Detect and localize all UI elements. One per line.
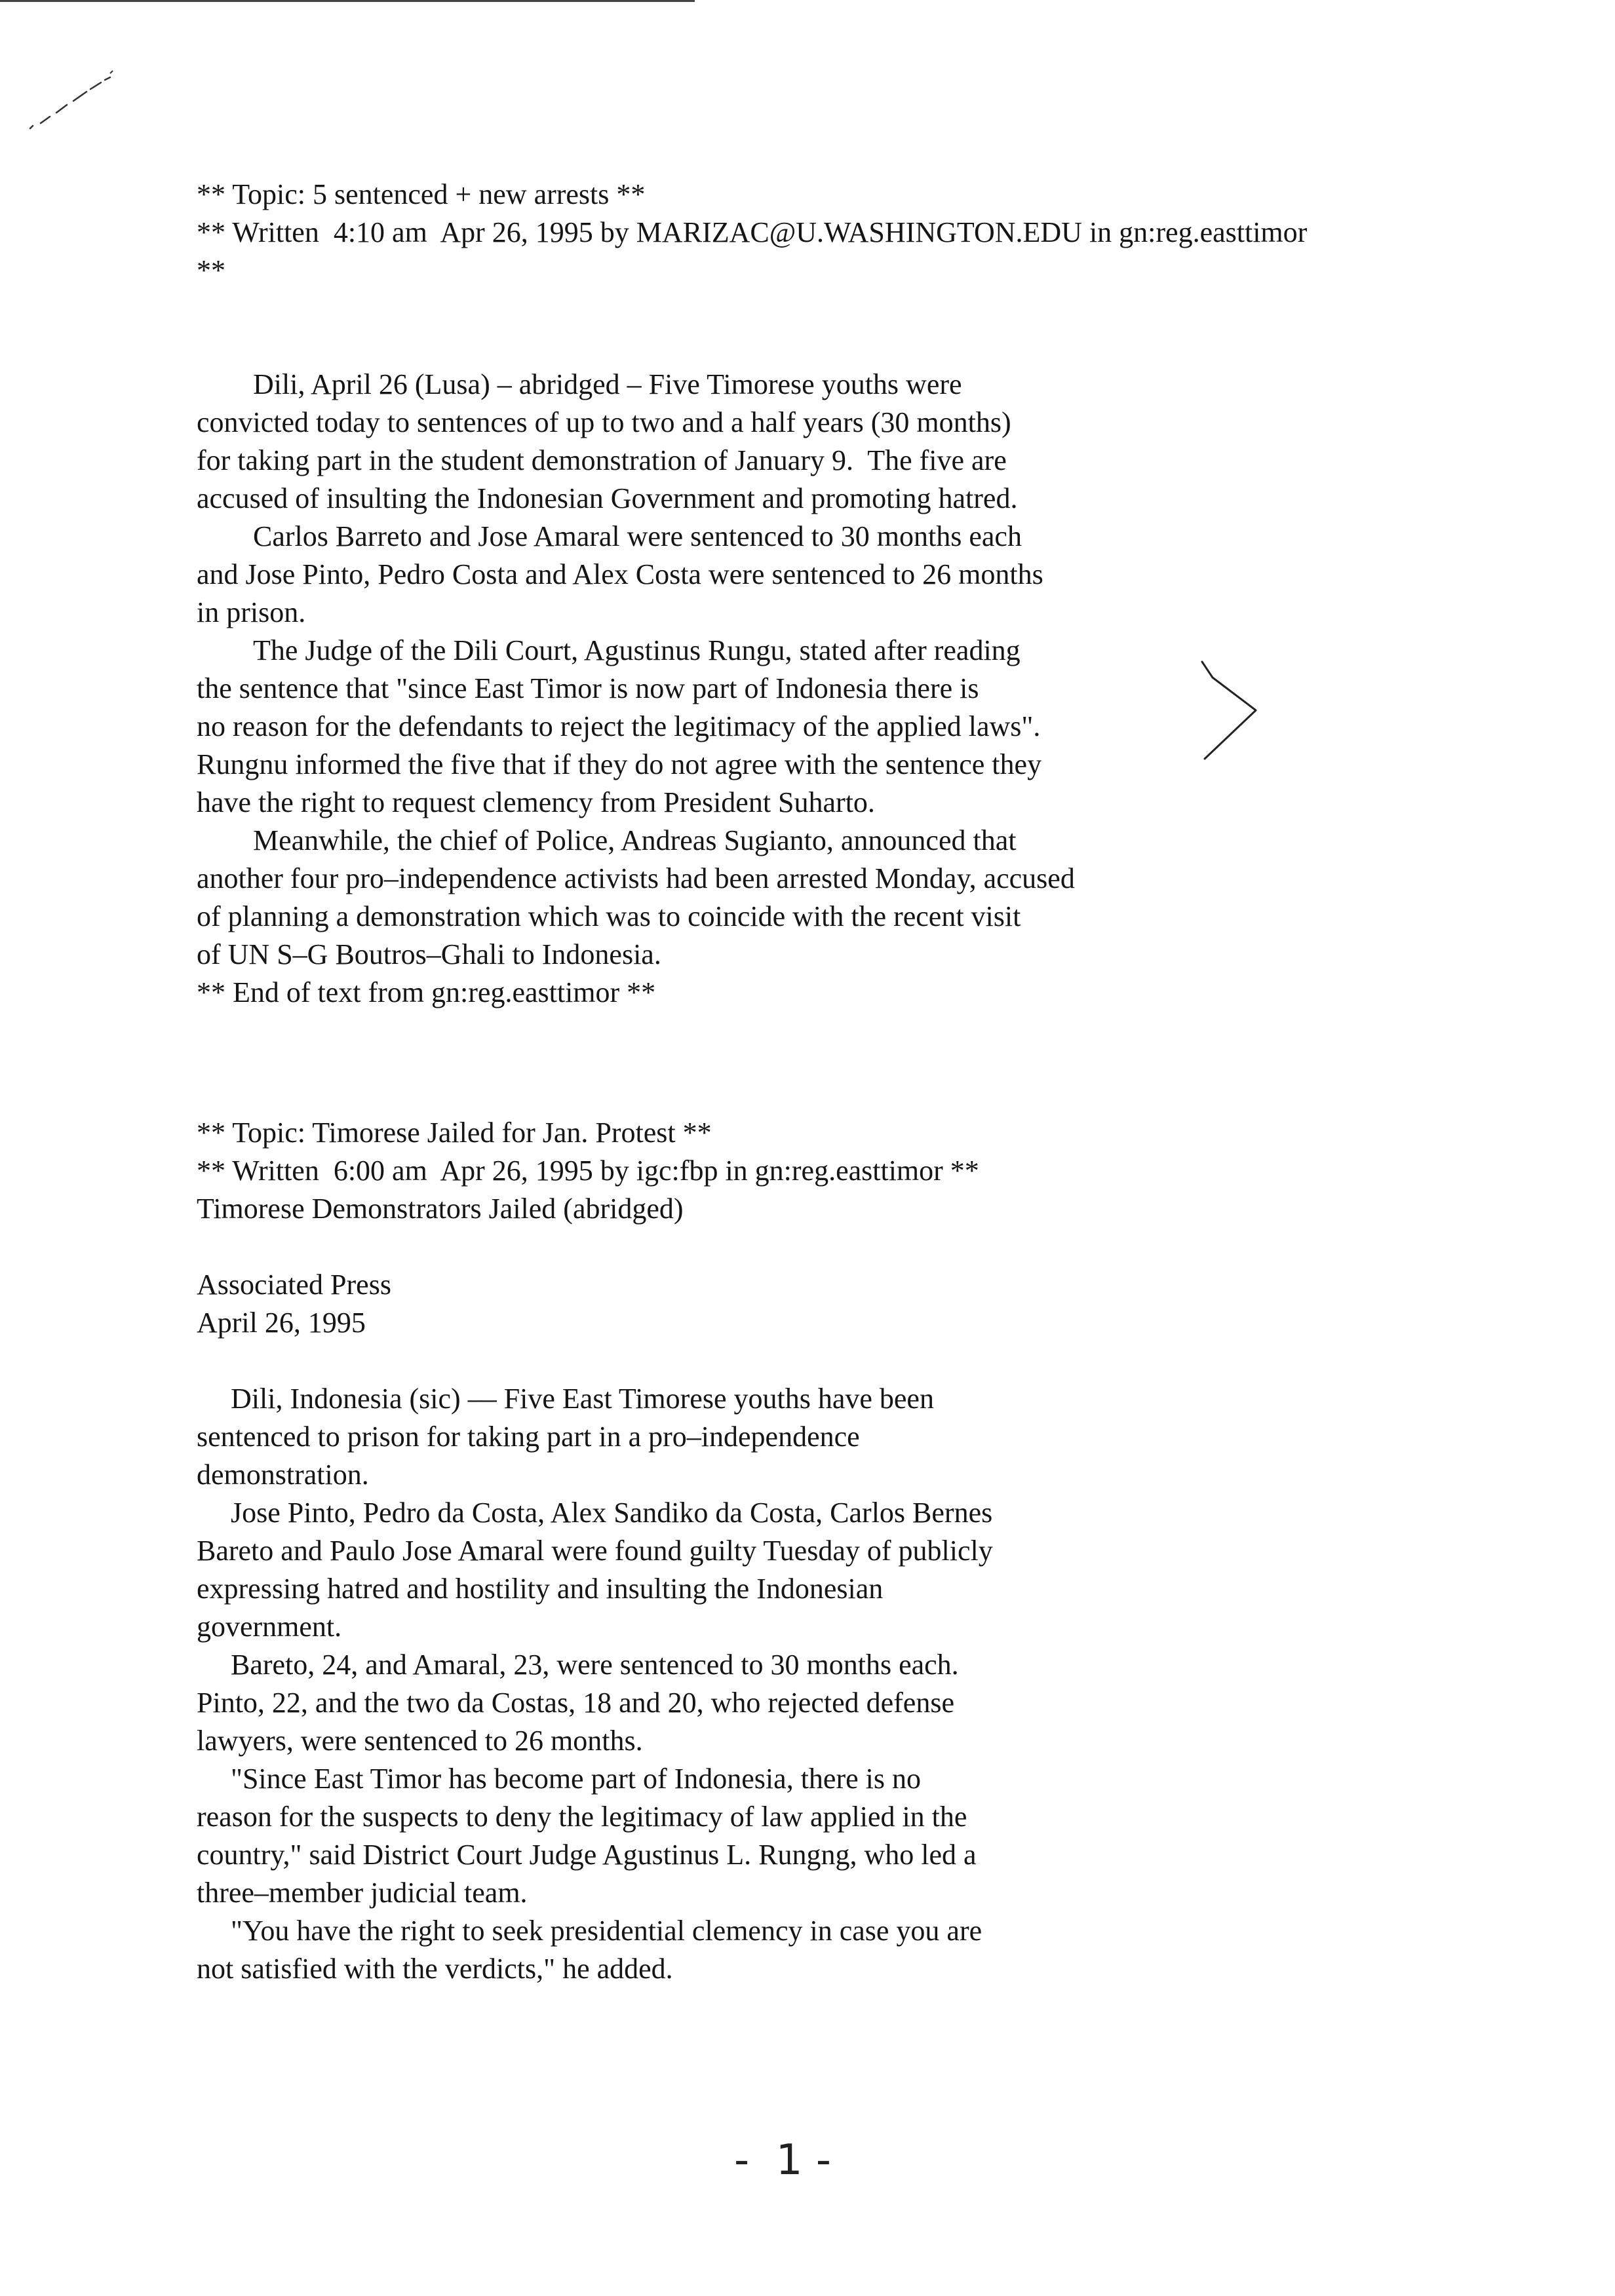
article2-paragraph <box>197 1912 1521 1988</box>
text-line: country," said District Court Judge Agustinus L. Rungng, who led a <box>197 1839 977 1871</box>
text-line: convicted today to sentences of up to two and a half years (30 months) <box>197 406 1011 438</box>
text-line: Meanwhile, the chief of Police, Andreas Sugianto, announced that <box>253 824 1017 856</box>
article2-paragraph <box>197 1494 1521 1646</box>
article2-paragraph <box>197 1760 1521 1912</box>
page-number: - 1 - <box>734 2136 831 2185</box>
article1-paragraph <box>197 366 1521 518</box>
text-line: of planning a demonstration which was to coincide with the recent visit <box>197 900 1021 932</box>
text-line: Carlos Barreto and Jose Amaral were sentenced to 30 months each <box>253 520 1022 552</box>
text-line: The Judge of the Dili Court, Agustinus Rungu, stated after reading <box>253 634 1021 666</box>
text-line: three–member judicial team. <box>197 1877 528 1909</box>
article1-written: ** Written 4:10 am Apr 26, 1995 by MARIZAC@U.WASHINGTON.EDU in gn:reg.easttimor <box>197 216 1308 248</box>
article2-paragraph <box>197 1380 1521 1494</box>
text-line: "Since East Timor has become part of Indonesia, there is no <box>231 1763 921 1795</box>
text-line: not satisfied with the verdicts," he added. <box>197 1953 673 1985</box>
scan-top-edge <box>0 0 695 2</box>
text-line: and Jose Pinto, Pedro Costa and Alex Costa were sentenced to 26 months <box>197 558 1043 590</box>
text-line: demonstration. <box>197 1459 369 1491</box>
text-line: Dili, April 26 (Lusa) – abridged – Five Timorese youths were <box>253 368 962 400</box>
text-line: Bareto and Paulo Jose Amaral were found guilty Tuesday of publicly <box>197 1535 993 1567</box>
text-line: another four pro–independence activists had been arrested Monday, accused <box>197 862 1075 894</box>
text-line: Rungnu informed the five that if they do not agree with the sentence they <box>197 748 1042 780</box>
text-line: no reason for the defendants to reject the legitimacy of the applied laws". <box>197 710 1041 742</box>
text-line: in prison. <box>197 596 306 628</box>
article2-written: ** Written 6:00 am Apr 26, 1995 by igc:fbp in gn:reg.easttimor ** <box>197 1155 979 1187</box>
text-line: Dili, Indonesia (sic) –– Five East Timorese youths have been <box>231 1383 934 1415</box>
article1-header-end: ** <box>197 254 225 286</box>
document-body <box>197 176 1521 1988</box>
article1-paragraph <box>197 822 1521 974</box>
article2-topic: ** Topic: Timorese Jailed for Jan. Protest ** <box>197 1117 712 1149</box>
pen-mark-scribble <box>26 66 125 138</box>
text-line: Jose Pinto, Pedro da Costa, Alex Sandiko da Costa, Carlos Bernes <box>231 1497 993 1529</box>
article1-topic: ** Topic: 5 sentenced + new arrests ** <box>197 178 646 210</box>
margin-bracket-mark <box>1193 655 1272 767</box>
text-line: have the right to request clemency from President Suharto. <box>197 786 875 818</box>
article2-paragraph <box>197 1646 1521 1760</box>
text-line: lawyers, were sentenced to 26 months. <box>197 1725 643 1757</box>
article2-date: April 26, 1995 <box>197 1307 366 1339</box>
text-line: sentenced to prison for taking part in a pro–independence <box>197 1421 860 1453</box>
article2-source: Associated Press <box>197 1269 391 1301</box>
text-line: for taking part in the student demonstration of January 9. The five are <box>197 444 1007 476</box>
text-line: "You have the right to seek presidential clemency in case you are <box>231 1915 983 1947</box>
text-line: government. <box>197 1611 342 1643</box>
article1-footer: ** End of text from gn:reg.easttimor ** <box>197 976 656 1008</box>
text-line: the sentence that "since East Timor is now part of Indonesia there is <box>197 672 979 704</box>
article1-paragraph <box>197 632 1521 822</box>
text-line: expressing hatred and hostility and insulting the Indonesian <box>197 1573 884 1605</box>
text-line: accused of insulting the Indonesian Government and promoting hatred. <box>197 482 1018 514</box>
text-line: Pinto, 22, and the two da Costas, 18 and 20, who rejected defense <box>197 1687 954 1719</box>
article1-paragraph <box>197 518 1521 632</box>
text-line: Bareto, 24, and Amaral, 23, were sentenced to 30 months each. <box>231 1649 959 1681</box>
text-line: reason for the suspects to deny the legitimacy of law applied in the <box>197 1801 967 1833</box>
article2-headline: Timorese Demonstrators Jailed (abridged) <box>197 1193 684 1225</box>
text-line: of UN S–G Boutros–Ghali to Indonesia. <box>197 938 661 970</box>
